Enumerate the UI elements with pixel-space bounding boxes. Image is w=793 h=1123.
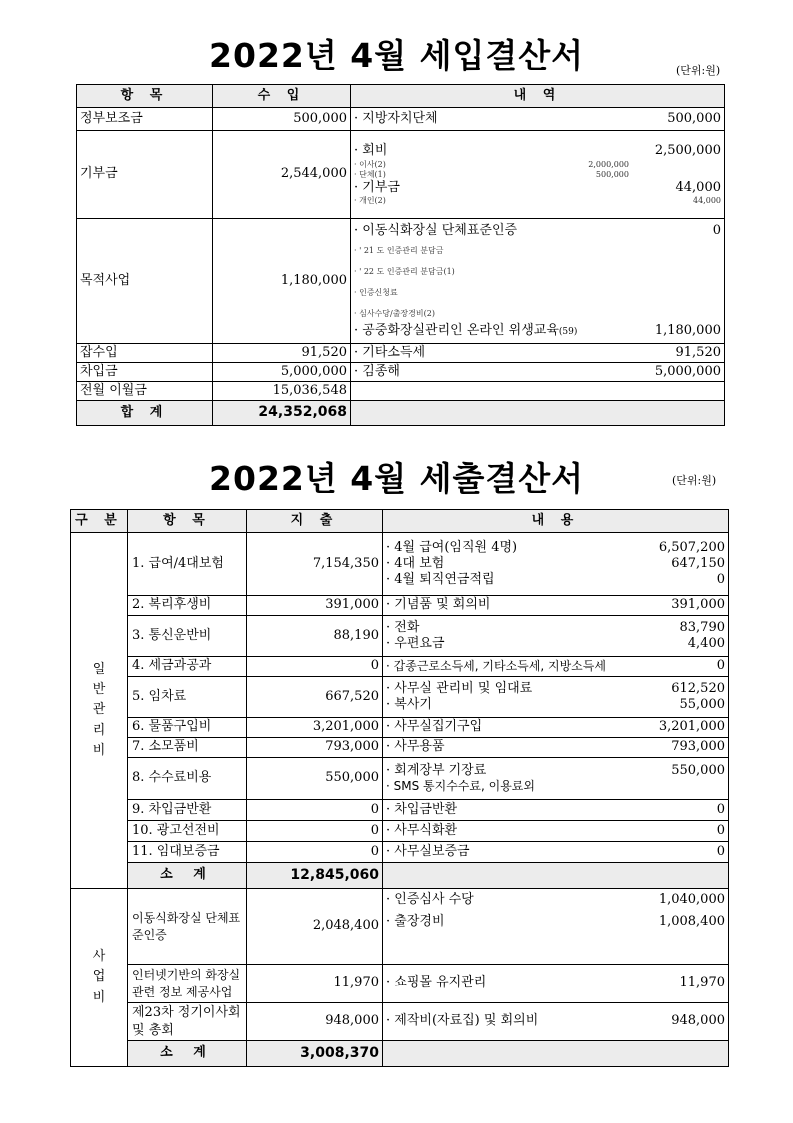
expense-amount: 391,000: [247, 596, 383, 616]
income-header-row: [77, 85, 725, 108]
income-header-detail: 내 역: [351, 85, 725, 108]
expense-row: [71, 965, 729, 1003]
expense-detail-line: · 인증심사 수당 1,040,000: [386, 892, 725, 907]
income-item: 기부금: [77, 131, 213, 219]
expense-row: [71, 800, 729, 821]
income-detail-subline: · 이사(2) 2,000,000: [354, 159, 629, 169]
expense-amount: 88,190: [247, 616, 383, 657]
income-detail-line: · 공중화장실관리인 온라인 위생교육(59) 1,180,000: [354, 323, 721, 338]
income-item: 정부보조금: [77, 108, 213, 131]
expense-detail-line: · 4월 급여(임직원 4명) 6,507,200: [386, 539, 725, 555]
expense-detail-line: · 전화 83,790: [386, 619, 725, 635]
expense-detail-line: · 회계장부 기장료 550,000: [386, 762, 725, 778]
income-amount: 5,000,000: [213, 363, 351, 382]
subtotal-label: 소 계: [128, 1041, 247, 1067]
expense-row: [71, 718, 729, 738]
category-label: 사 업 비: [92, 949, 106, 1005]
expense-detail-line: · 쇼핑몰 유지관리 11,970: [386, 975, 725, 991]
expense-header-category: 구 분: [71, 510, 128, 533]
expense-category-general: [71, 533, 128, 889]
expense-header-item: 항 목: [128, 510, 247, 533]
expense-detail-line: · 사무용품 793,000: [386, 739, 725, 755]
income-amount: 2,544,000: [213, 131, 351, 219]
income-header-item: 항 목: [77, 85, 213, 108]
income-total-label: 합 계: [77, 401, 213, 426]
expense-amount: 550,000: [247, 758, 383, 800]
income-row-carryover: [77, 382, 725, 401]
income-row-donation: [77, 131, 725, 219]
expense-item: 7. 소모품비: [128, 738, 247, 758]
expense-item: 이동식화장실 단체표준인증: [128, 889, 247, 965]
expense-item: 10. 광고선전비: [128, 821, 247, 842]
expense-amount: 793,000: [247, 738, 383, 758]
expense-detail-line: · 4월 퇴직연금적립 0: [386, 572, 725, 588]
expense-header-row: [71, 510, 729, 533]
expense-row: [71, 596, 729, 616]
expense-detail-line: · 사무실보증금 0: [386, 843, 725, 859]
income-row-loan: [77, 363, 725, 382]
expense-row: [71, 738, 729, 758]
income-unit: (단위:원): [676, 64, 721, 77]
expense-item: 3. 통신운반비: [128, 616, 247, 657]
expense-item: 제23차 정기이사회 및 총회: [128, 1003, 247, 1041]
expense-row: [71, 1003, 729, 1041]
expense-amount: 667,520: [247, 677, 383, 718]
category-label: 일 반 관 리 비: [92, 662, 106, 758]
expense-amount: 0: [247, 842, 383, 863]
expense-title: 2022년 4월 세출결산서: [209, 459, 584, 498]
expense-row: [71, 889, 729, 965]
income-total-amount: 24,352,068: [213, 401, 351, 426]
expense-header-amount: 지 출: [247, 510, 383, 533]
income-detail-line: · 김종해 5,000,000: [354, 363, 721, 379]
expense-item: 인터넷기반의 화장실 관련 정보 제공사업: [128, 965, 247, 1003]
expense-row: [71, 677, 729, 718]
expense-detail-line: · 사무실 관리비 및 임대료 612,520: [386, 680, 725, 696]
expense-row: [71, 616, 729, 657]
expense-detail-line: · SMS 통지수수료, 이용료외: [386, 779, 535, 794]
expense-item: 5. 임차료: [128, 677, 247, 718]
expense-row: [71, 821, 729, 842]
income-row-misc: [77, 344, 725, 363]
income-table: [76, 84, 725, 426]
income-title: 2022년 4월 세입결산서: [209, 36, 584, 75]
expense-detail-line: · 제작비(자료집) 및 회의비 948,000: [386, 1013, 725, 1029]
expense-amount: 7,154,350: [247, 533, 383, 596]
income-detail-subline: · ' 22 도 인증관리 분담금(1): [354, 267, 455, 276]
expense-item: 1. 급여/4대보험: [128, 533, 247, 596]
expense-general-subtotal-row: [71, 863, 729, 889]
expense-row: [71, 533, 729, 596]
income-header-amount: 수 입: [213, 85, 351, 108]
income-item: 목적사업: [77, 219, 213, 344]
expense-item: 8. 수수료비용: [128, 758, 247, 800]
income-amount: 500,000: [213, 108, 351, 131]
income-item: 전월 이월금: [77, 382, 213, 401]
expense-item: 11. 임대보증금: [128, 842, 247, 863]
expense-detail-line: · 우편요금 4,400: [386, 636, 725, 651]
expense-amount: 3,201,000: [247, 718, 383, 738]
expense-amount: 0: [247, 657, 383, 677]
expense-detail-line: · 복사기 55,000: [386, 697, 725, 712]
subtotal-label: 소 계: [128, 863, 247, 889]
income-detail-line: · 회비 2,500,000: [354, 143, 721, 159]
expense-row: [71, 758, 729, 800]
expense-item: 6. 물품구입비: [128, 718, 247, 738]
income-detail-line: · 이동식화장실 단체표준인증 0: [354, 222, 721, 238]
expense-detail-line: · 기념품 및 회의비 391,000: [386, 597, 725, 613]
income-detail-line: · 기부금 44,000: [354, 179, 721, 195]
expense-amount: 948,000: [247, 1003, 383, 1041]
expense-detail-line: · 차입금반환 0: [386, 801, 725, 817]
expense-amount: 2,048,400: [247, 889, 383, 965]
income-detail-line: · 지방자치단체 500,000: [354, 110, 721, 126]
expense-unit: (단위:원): [672, 474, 717, 487]
expense-table: [70, 509, 729, 1067]
subtotal-amount: 3,008,370: [247, 1041, 383, 1067]
income-item: 차입금: [77, 363, 213, 382]
income-detail-subline: · ' 21 도 인증관리 분담금: [354, 246, 444, 255]
income-detail-subline: · 단체(1) 500,000: [354, 169, 629, 179]
income-item: 잡수입: [77, 344, 213, 363]
expense-item: 9. 차입금반환: [128, 800, 247, 821]
income-amount: 1,180,000: [213, 219, 351, 344]
expense-item: 2. 복리후생비: [128, 596, 247, 616]
income-total-row: [77, 401, 725, 426]
income-row-subsidy: [77, 108, 725, 131]
expense-detail-line: · 출장경비 1,008,400: [386, 914, 725, 930]
expense-row: [71, 842, 729, 863]
expense-header-detail: 내 용: [383, 510, 729, 533]
income-detail-line: · 기타소득세 91,520: [354, 344, 721, 360]
expense-amount: 11,970: [247, 965, 383, 1003]
subtotal-amount: 12,845,060: [247, 863, 383, 889]
income-amount: 15,036,548: [213, 382, 351, 401]
income-detail-subline: · 개인(2) 44,000: [354, 195, 721, 205]
expense-detail-line: · 4대 보험 647,150: [386, 555, 725, 571]
expense-detail-line: · 사무실집기구입 3,201,000: [386, 719, 725, 735]
expense-business-subtotal-row: [71, 1041, 729, 1067]
income-amount: 91,520: [213, 344, 351, 363]
expense-amount: 0: [247, 821, 383, 842]
expense-amount: 0: [247, 800, 383, 821]
income-detail-subline: · 심사수당/출장경비(2): [354, 309, 435, 318]
income-detail-subline: · 인증신청료: [354, 288, 398, 297]
expense-row: [71, 657, 729, 677]
expense-category-business: [71, 889, 128, 1067]
income-row-purpose: [77, 219, 725, 344]
expense-detail-line: · 갑종근로소득세, 기타소득세, 지방소득세 0: [386, 658, 725, 674]
expense-detail-line: · 사무식화환 0: [386, 822, 725, 838]
expense-item: 4. 세금과공과: [128, 657, 247, 677]
